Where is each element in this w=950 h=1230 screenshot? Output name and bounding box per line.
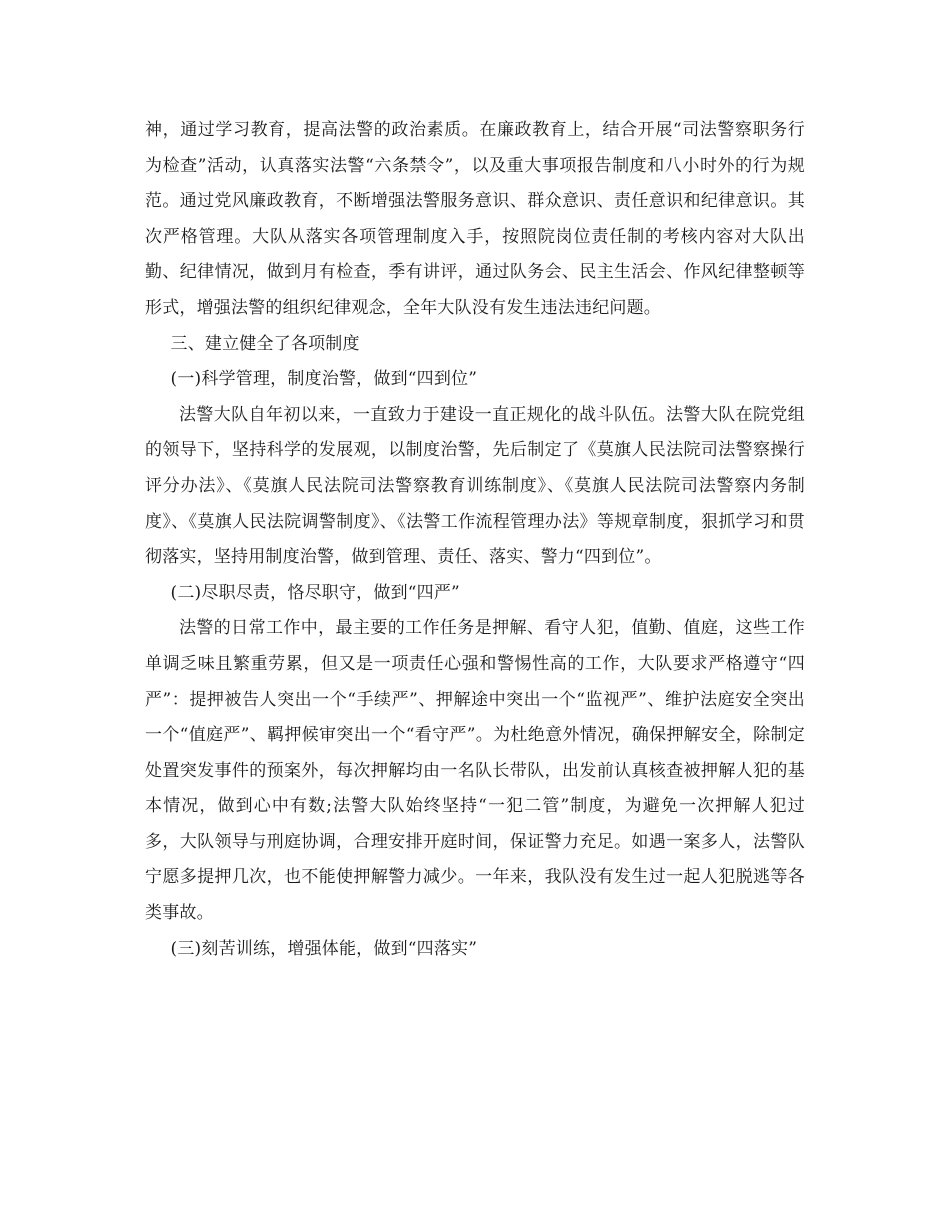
paragraph-continued: 神，通过学习教育，提高法警的政治素质。在廉政教育上，结合开展“司法警察职务行为检查”活动，认真落实法警“六条禁令”，以及重大事项报告制度和八小时外的行为规范。通过党风廉政教育，不断增强法警服务意识、群众意识、责任意识和纪律意识。其次严格管理。大队从落实各项管理制度入手，按照院岗位责任制的考核内容对大队出勤、纪律情况，做到月有检查，季有讲评，通过队务会、民主生活会、作风纪律整顿等形式，增强法警的组织纪律观念，全年大队没有发生违法违纪问题。 [145, 120, 805, 318]
subsection-heading-two: (二)尽职尽责，恪尽职守，做到“四严” [170, 582, 460, 603]
subsection-heading-one: (一)科学管理，制度治警，做到“四到位” [170, 369, 478, 390]
paragraph-regulations: 法警大队自年初以来，一直致力于建设一直正规化的战斗队伍。法警大队在院党组的领导下，坚持科学的发展观，以制度治警，先后制定了《莫旗人民法院司法警察操行评分办法》、《莫旗人民法院司法警察教育训练制度》、《莫旗人民法院司法警察内务制度》、《莫旗人民法院调警制度》、《法警工作流程管理办法》等规章制度，狠抓学习和贯彻落实，坚持用制度治警，做到管理、责任、落实、警力“四到位”。 [145, 404, 805, 568]
subsection-heading-three: (三)刻苦训练，增强体能，做到“四落实” [170, 938, 478, 959]
document-body [145, 113, 805, 967]
paragraph-escort-duty: 法警的日常工作中，最主要的工作任务是押解、看守人犯，值勤、值庭，这些工作单调乏味且繁重劳累，但又是一项责任心强和警惕性高的工作，大队要求严格遵守“四严”：提押被告人突出一个“手续严”、押解途中突出一个“监视严”、维护法庭安全突出一个“值庭严”、羁押候审突出一个“看守严”。为杜绝意外情况，确保押解安全，除制定处置突发事件的预案外，每次押解均由一名队长带队，出发前认真核查被押解人犯的基本情况，做到心中有数;法警大队始终坚持“一犯二管”制度，为避免一次押解人犯过多，大队领导与刑庭协调，合理安排开庭时间，保证警力充足。如遇一案多人，法警队宁愿多提押几次，也不能使押解警力减少。一年来，我队没有发生过一起人犯脱逃等各类事故。 [145, 618, 805, 924]
section-heading-three: 三、建立健全了各项制度 [170, 333, 360, 354]
